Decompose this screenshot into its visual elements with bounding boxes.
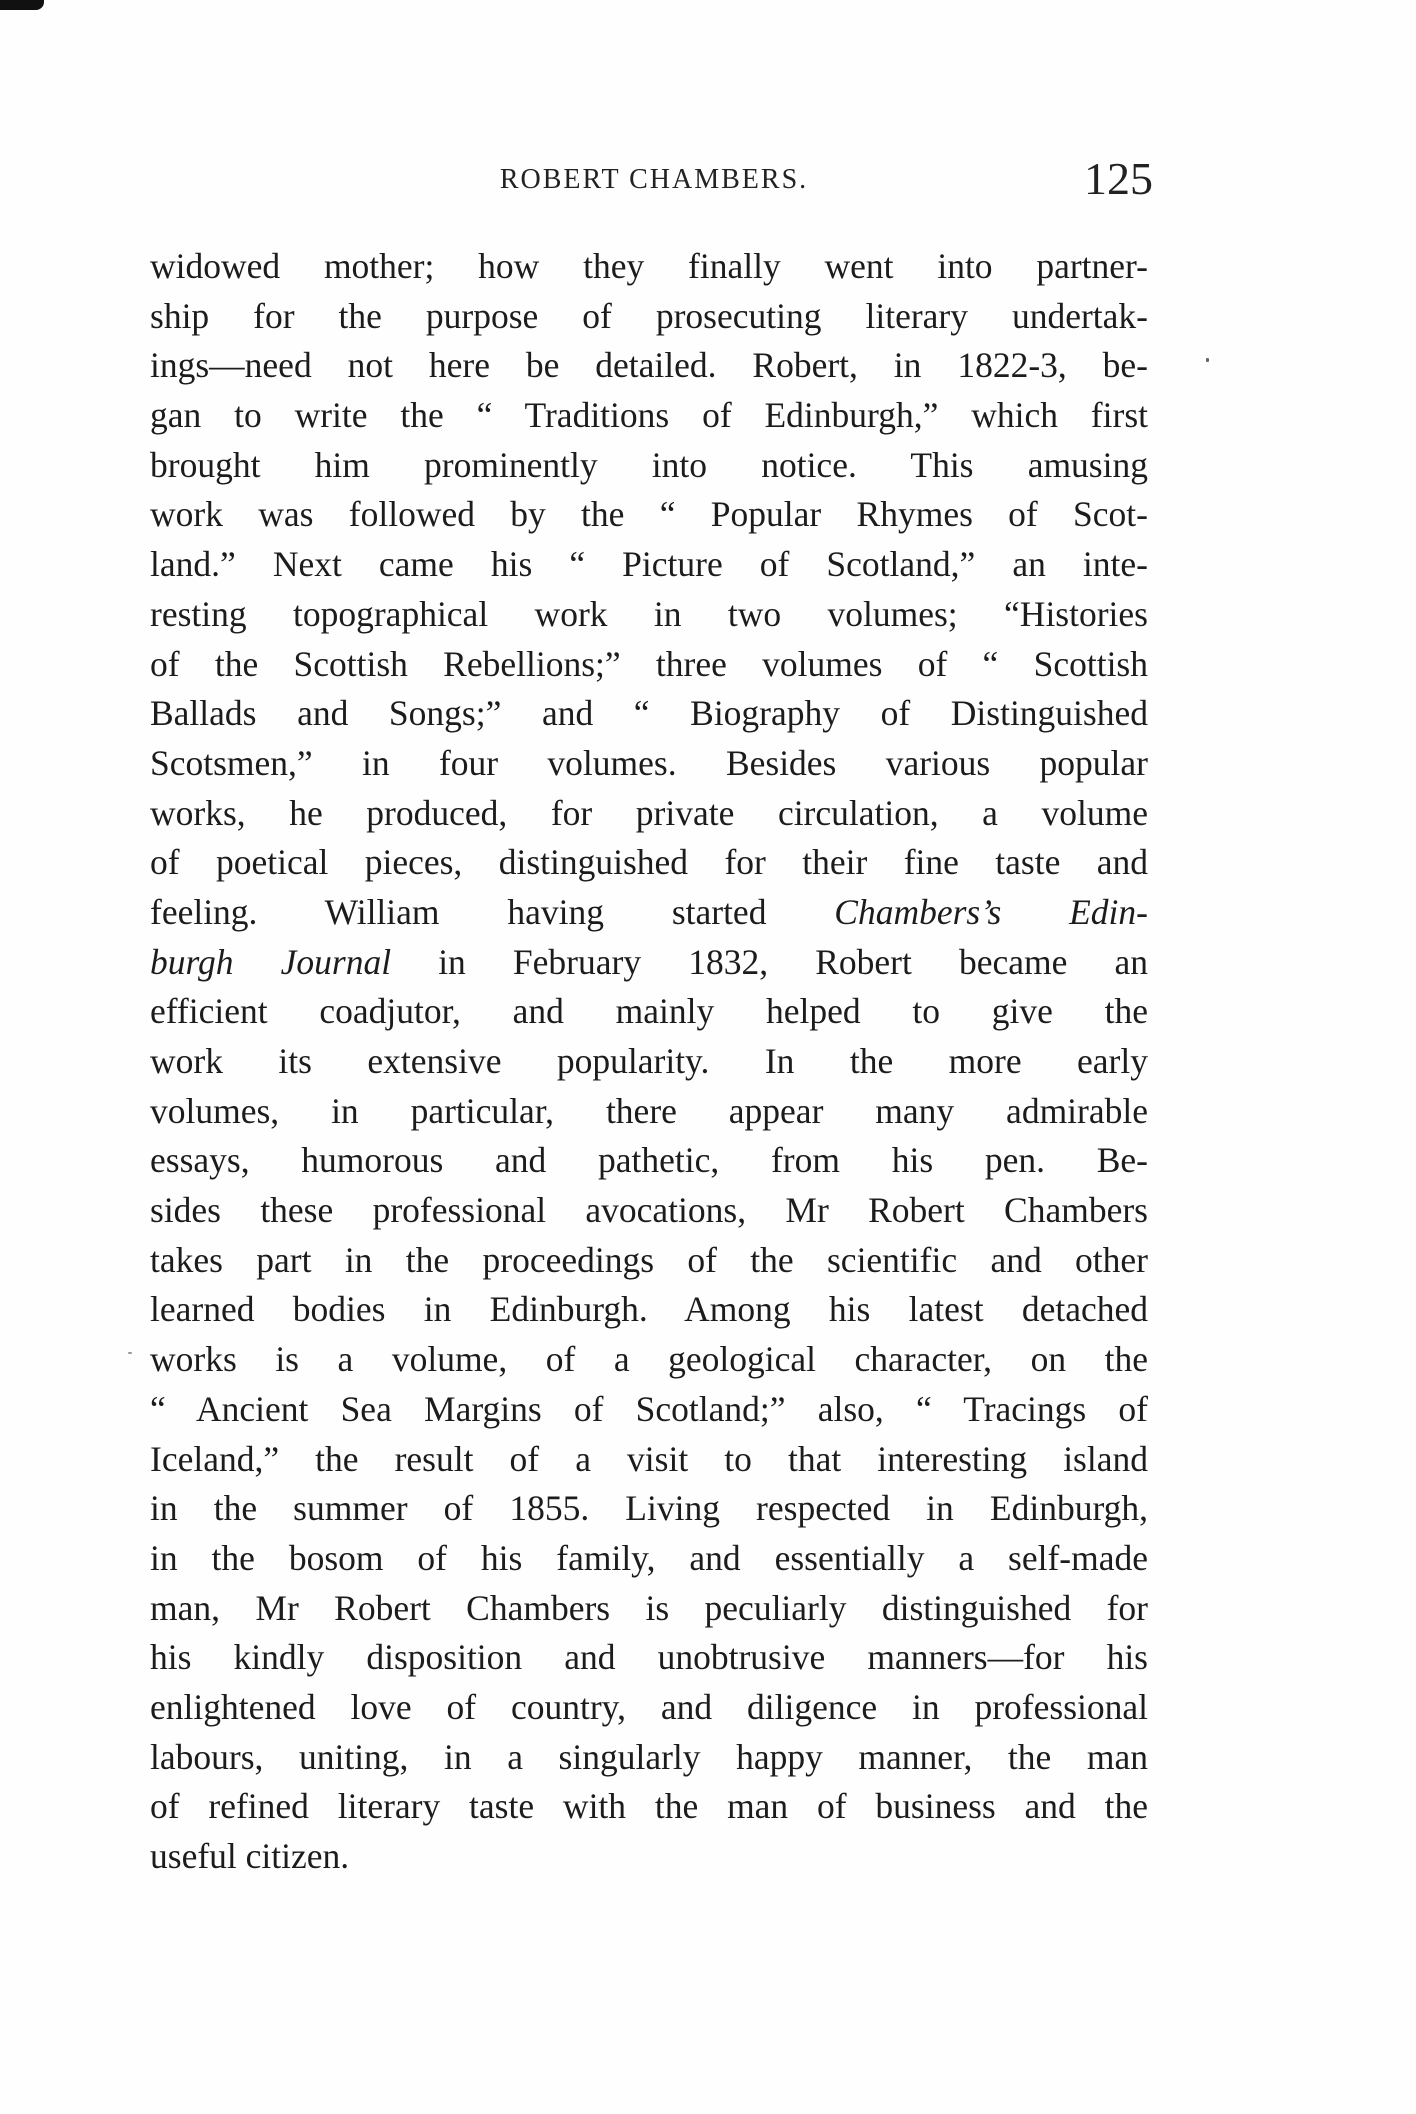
text-line xyxy=(150,242,1148,292)
margin-speck xyxy=(1206,358,1209,362)
text-line xyxy=(150,689,1148,739)
line-text: learned bodies in Edinburgh. Among his latest detached xyxy=(150,1289,1148,1330)
line-text: man, Mr Robert Chambers is peculiarly distinguished for xyxy=(150,1587,1148,1628)
body-text xyxy=(150,242,1148,1882)
text-line xyxy=(150,1782,1148,1832)
running-title: ROBERT CHAMBERS. xyxy=(499,164,809,195)
text-line xyxy=(150,1534,1148,1584)
text-line xyxy=(150,341,1148,391)
text-line xyxy=(150,987,1148,1037)
text-line xyxy=(150,640,1148,690)
line-text: brought him prominently into notice. This amusing xyxy=(150,444,1148,485)
page-number: 125 xyxy=(1084,153,1153,204)
line-text: volumes, in particular, there appear many admirable xyxy=(150,1090,1148,1131)
line-text: land.” Next came his “ Picture of Scotland,” an inte- xyxy=(150,544,1148,585)
line-text: widowed mother; how they finally went into partner- xyxy=(150,246,1148,286)
text-line xyxy=(150,1435,1148,1485)
text-line xyxy=(150,1385,1148,1435)
line-text: Ballads and Songs;” and “ Biography of Distinguished xyxy=(150,693,1148,734)
line-text: gan to write the “ Traditions of Edinburgh,” which first xyxy=(150,395,1148,436)
scan-corner-mark xyxy=(0,0,44,10)
line-text: work was followed by the “ Popular Rhymes of Scot- xyxy=(150,494,1148,535)
line-text: works, he produced, for private circulation, a volume xyxy=(150,792,1148,833)
margin-speck xyxy=(128,1352,132,1354)
text-line xyxy=(150,1335,1148,1385)
line-text: in the summer of 1855. Living respected in Edinburgh, xyxy=(150,1488,1148,1529)
italic-title-text: burgh Journal xyxy=(150,941,392,982)
line-text: Scotsmen,” in four volumes. Besides various popular xyxy=(150,742,1148,783)
line-text: enlightened love of country, and diligence in professional xyxy=(150,1686,1148,1727)
text-line xyxy=(150,1733,1148,1783)
text-line xyxy=(150,1584,1148,1634)
text-line xyxy=(150,540,1148,590)
text-line xyxy=(150,1186,1148,1236)
text-line xyxy=(150,1285,1148,1335)
text-line xyxy=(150,1236,1148,1286)
line-text: in February 1832, Robert became an xyxy=(391,941,1148,982)
text-line xyxy=(150,1136,1148,1186)
text-line xyxy=(150,938,1148,988)
text-line xyxy=(150,1683,1148,1733)
line-text: ship for the purpose of prosecuting literary undertak- xyxy=(150,295,1148,336)
line-text: work its extensive popularity. In the more early xyxy=(150,1041,1148,1081)
italic-title-text: Chambers’s Edin- xyxy=(834,891,1148,932)
line-text: labours, uniting, in a singularly happy manner, the man xyxy=(150,1736,1148,1777)
line-text: his kindly disposition and unobtrusive manners—for his xyxy=(150,1637,1148,1678)
line-text: in the bosom of his family, and essentially a self-made xyxy=(150,1537,1148,1578)
line-text: Iceland,” the result of a visit to that interesting island xyxy=(150,1438,1148,1479)
text-line xyxy=(150,590,1148,640)
text-line xyxy=(150,490,1148,540)
text-line xyxy=(150,1633,1148,1683)
line-text: ings—need not here be detailed. Robert, in 1822-3, be- xyxy=(150,345,1148,386)
text-line xyxy=(150,441,1148,491)
line-text: useful citizen. xyxy=(150,1836,350,1876)
running-header xyxy=(155,152,1153,212)
text-line xyxy=(150,888,1148,938)
line-text: of poetical pieces, distinguished for their fine taste and xyxy=(150,842,1148,883)
line-text: “ Ancient Sea Margins of Scotland;” also, “ Tracings of xyxy=(150,1388,1148,1429)
text-line xyxy=(150,1484,1148,1534)
text-line xyxy=(150,292,1148,342)
text-line xyxy=(150,1832,1148,1882)
text-line xyxy=(150,1037,1148,1087)
line-text: takes part in the proceedings of the scientific and other xyxy=(150,1239,1148,1280)
line-text: resting topographical work in two volumes; “Histories xyxy=(150,593,1148,634)
text-line xyxy=(150,838,1148,888)
line-text: efficient coadjutor, and mainly helped to give the xyxy=(150,991,1148,1032)
line-text: feeling. William having started xyxy=(150,891,835,932)
line-text: essays, humorous and pathetic, from his pen. Be- xyxy=(150,1140,1148,1181)
line-text: of the Scottish Rebellions;” three volumes of “ Scottish xyxy=(150,643,1148,684)
text-line xyxy=(150,391,1148,441)
text-line xyxy=(150,789,1148,839)
line-text: sides these professional avocations, Mr Robert Chambers xyxy=(150,1190,1148,1231)
line-text: of refined literary taste with the man of business and the xyxy=(150,1786,1148,1827)
text-line xyxy=(150,739,1148,789)
line-text: works is a volume, of a geological character, on the xyxy=(150,1339,1148,1380)
text-line xyxy=(150,1087,1148,1137)
